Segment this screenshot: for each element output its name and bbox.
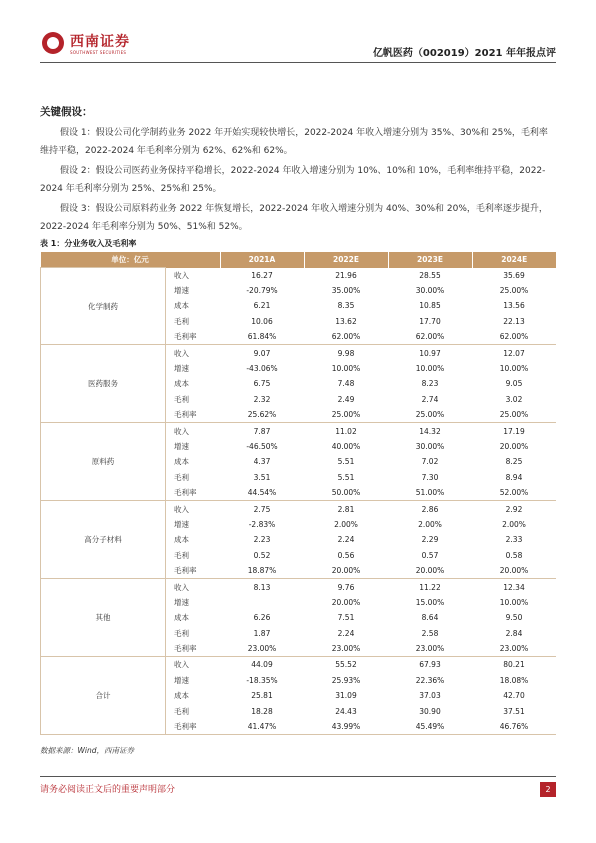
table-cell: 42.70 <box>503 691 525 701</box>
segment-revenue-table <box>40 252 556 735</box>
table-cell: 2.75 <box>253 504 271 514</box>
table-row <box>41 579 557 595</box>
table-cell: 10.00% <box>499 597 529 607</box>
row-label: 毛利 <box>174 394 189 404</box>
company-logo <box>40 28 160 62</box>
segment-name: 高分子材料 <box>41 501 166 579</box>
footer-disclaimer: 请务必阅读正文后的重要声明部分 <box>40 785 176 795</box>
table-cell: 2.81 <box>337 504 355 514</box>
table-cell: 2.23 <box>253 535 271 545</box>
row-label: 毛利 <box>174 316 189 326</box>
assumption-paragraph-1: 假设 1：假设公司化学制药业务 2022 年开始实现较快增长，2022-2024 年收入增速分别为 35%、30%和 25%，毛利率维持平稳，2022-2024 年毛利率分别为 62%、62%和 62%。 <box>40 128 548 156</box>
table-cell: 10.00% <box>499 364 529 374</box>
table-cell: 80.21 <box>503 660 525 670</box>
row-label: 成本 <box>174 613 189 623</box>
row-label: 成本 <box>174 535 189 545</box>
table-cell: 7.48 <box>337 379 355 389</box>
table-cell: 7.02 <box>421 457 439 467</box>
table-title: 表 1：分业务收入及毛利率 <box>40 239 137 248</box>
table-cell: 25.00% <box>304 407 388 423</box>
table-header-2021a: 2021A <box>220 252 304 268</box>
footer-divider <box>40 776 556 777</box>
table-header-2022e: 2022E <box>304 252 388 268</box>
table-cell: 51.00% <box>388 485 472 501</box>
table-cell: 9.76 <box>337 582 355 592</box>
row-label: 成本 <box>174 301 189 311</box>
table-cell: 37.03 <box>419 691 441 701</box>
table-cell: 2.00% <box>502 519 526 529</box>
table-cell: 21.96 <box>335 270 357 280</box>
segment-name: 其他 <box>41 579 166 657</box>
row-label: 收入 <box>174 270 189 280</box>
header-divider <box>40 62 556 63</box>
table-cell: 13.56 <box>503 301 525 311</box>
table-cell: 2.74 <box>421 394 439 404</box>
table-cell: 18.08% <box>499 675 529 685</box>
table-cell: 25.93% <box>331 675 361 685</box>
table-cell: 2.00% <box>334 519 358 529</box>
table-cell: 10.85 <box>419 301 441 311</box>
table-cell: 8.23 <box>421 379 439 389</box>
table-cell: 13.62 <box>335 316 357 326</box>
table-cell: 43.99% <box>304 719 388 735</box>
table-cell: 14.32 <box>419 426 441 436</box>
table-cell: 62.00% <box>304 329 388 345</box>
table-header-2023e: 2023E <box>388 252 472 268</box>
table-cell: 2.00% <box>418 519 442 529</box>
table-cell: 8.35 <box>337 301 355 311</box>
table-cell: 2.49 <box>337 394 355 404</box>
table-cell: 10.97 <box>419 348 441 358</box>
table-cell: 20.00% <box>331 597 361 607</box>
segment-name: 化学制药 <box>41 268 166 345</box>
table-cell: 7.51 <box>337 613 355 623</box>
table-header-2024e: 2024E <box>472 252 556 268</box>
table-cell: 44.09 <box>251 660 273 670</box>
row-label: 收入 <box>174 426 189 436</box>
table-cell <box>220 595 304 610</box>
table-cell: -2.83% <box>248 519 276 529</box>
table-cell: -18.35% <box>246 675 278 685</box>
table-body <box>41 268 557 735</box>
table-cell: 25.81 <box>251 691 273 701</box>
table-cell: 2.33 <box>505 535 523 545</box>
table-cell: 62.00% <box>388 329 472 345</box>
table-cell: 1.87 <box>253 628 271 638</box>
table-cell: 25.00% <box>499 286 529 296</box>
table-cell: 17.19 <box>503 426 525 436</box>
table-cell: 3.51 <box>253 472 271 482</box>
table-cell: 30.90 <box>419 706 441 716</box>
report-title: 亿帆医药（002019）2021 年年报点评 <box>372 48 556 59</box>
table-cell: 0.57 <box>421 550 439 560</box>
table-cell: 2.58 <box>421 628 439 638</box>
row-label: 毛利率 <box>166 641 221 657</box>
table-cell: 9.50 <box>505 613 523 623</box>
row-label: 增速 <box>174 675 189 685</box>
table-cell: 40.00% <box>331 441 361 451</box>
table-row <box>41 657 557 673</box>
row-label: 毛利率 <box>166 407 221 423</box>
table-cell: 8.13 <box>253 582 271 592</box>
table-cell: 67.93 <box>419 660 441 670</box>
table-cell: 62.00% <box>472 329 556 345</box>
row-label: 毛利 <box>174 628 189 638</box>
table-cell: 30.00% <box>415 441 445 451</box>
logo-name: 西南证券 <box>70 34 130 50</box>
table-header-row <box>41 252 557 268</box>
table-cell: 8.64 <box>421 613 439 623</box>
table-cell: 0.58 <box>505 550 523 560</box>
table-cell: 61.84% <box>220 329 304 345</box>
table-cell: 10.00% <box>331 364 361 374</box>
page-header <box>40 28 556 64</box>
table-cell: 20.00% <box>472 563 556 579</box>
table-cell: 23.00% <box>304 641 388 657</box>
row-label: 毛利率 <box>166 719 221 735</box>
table-cell: 11.22 <box>419 582 441 592</box>
table-cell: 25.00% <box>388 407 472 423</box>
page-number: 2 <box>540 782 556 797</box>
table-cell: 12.34 <box>503 582 525 592</box>
table-cell: 50.00% <box>304 485 388 501</box>
row-label: 毛利 <box>174 706 189 716</box>
row-label: 收入 <box>174 660 189 670</box>
row-label: 成本 <box>174 457 189 467</box>
table-cell: 12.07 <box>503 348 525 358</box>
table-cell: 6.26 <box>253 613 271 623</box>
row-label: 增速 <box>174 286 189 296</box>
table-cell: 2.29 <box>421 535 439 545</box>
table-cell: 9.07 <box>253 348 271 358</box>
row-label: 增速 <box>174 441 189 451</box>
table-cell: 5.51 <box>337 472 355 482</box>
table-cell: 6.75 <box>253 379 271 389</box>
table-cell: 24.43 <box>335 706 357 716</box>
table-header-unit: 单位：亿元 <box>41 252 221 268</box>
table-cell: 6.21 <box>253 301 271 311</box>
table-cell: 25.62% <box>220 407 304 423</box>
table-cell: 9.98 <box>337 348 355 358</box>
table-cell: 25.00% <box>472 407 556 423</box>
table-cell: 17.70 <box>419 316 441 326</box>
row-label: 收入 <box>174 582 189 592</box>
row-label: 毛利率 <box>166 485 221 501</box>
table-cell: 20.00% <box>304 563 388 579</box>
table-row <box>41 501 557 517</box>
table-cell: 2.32 <box>253 394 271 404</box>
row-label: 收入 <box>174 504 189 514</box>
table-cell: 2.84 <box>505 628 523 638</box>
table-cell: 9.05 <box>505 379 523 389</box>
table-cell: 52.00% <box>472 485 556 501</box>
table-cell: 20.00% <box>388 563 472 579</box>
table-cell: 15.00% <box>415 597 445 607</box>
table-cell: 7.30 <box>421 472 439 482</box>
data-source: 数据来源：Wind，西南证券 <box>40 746 135 755</box>
table-cell: 35.00% <box>331 286 361 296</box>
table-cell: 0.52 <box>253 550 271 560</box>
logo-mark-icon <box>42 32 64 54</box>
table-cell: 2.86 <box>421 504 439 514</box>
table-cell: 8.25 <box>505 457 523 467</box>
table-cell: 22.13 <box>503 316 525 326</box>
row-label: 增速 <box>174 364 189 374</box>
table-cell: 18.28 <box>251 706 273 716</box>
table-cell: 44.54% <box>220 485 304 501</box>
table-row <box>41 423 557 439</box>
table-cell: 31.09 <box>335 691 357 701</box>
row-label: 毛利 <box>174 472 189 482</box>
table-cell: 41.47% <box>220 719 304 735</box>
table-cell: 11.02 <box>335 426 357 436</box>
table-cell: 10.00% <box>415 364 445 374</box>
table-cell: 23.00% <box>472 641 556 657</box>
segment-name: 医药服务 <box>41 345 166 423</box>
table-cell: 23.00% <box>220 641 304 657</box>
section-title: 关键假设： <box>40 106 93 118</box>
row-label: 毛利率 <box>166 329 221 345</box>
table-cell: 28.55 <box>419 270 441 280</box>
table-cell: 7.87 <box>253 426 271 436</box>
segment-name: 原料药 <box>41 423 166 501</box>
row-label: 增速 <box>174 519 189 529</box>
table-cell: 8.94 <box>505 472 523 482</box>
table-cell: 55.52 <box>335 660 357 670</box>
row-label: 成本 <box>174 379 189 389</box>
table-row <box>41 345 557 361</box>
segment-name: 合计 <box>41 657 166 735</box>
table-cell: 45.49% <box>388 719 472 735</box>
table-cell: 0.56 <box>337 550 355 560</box>
table-cell: 23.00% <box>388 641 472 657</box>
table-cell: 2.92 <box>505 504 523 514</box>
table-cell: 10.06 <box>251 316 273 326</box>
table-cell: 30.00% <box>415 286 445 296</box>
table-cell: 18.87% <box>220 563 304 579</box>
table-cell: -46.50% <box>246 441 278 451</box>
table-cell: 35.69 <box>503 270 525 280</box>
table-cell: 2.24 <box>337 535 355 545</box>
table-cell: 20.00% <box>499 441 529 451</box>
row-label: 收入 <box>174 348 189 358</box>
table-cell: 16.27 <box>251 270 273 280</box>
assumption-paragraph-3: 假设 3：假设公司原料药业务 2022 年恢复增长，2022-2024 年收入增速分别为 40%、30%和 20%，毛利率逐步提升，2022-2024 年毛利率分别为 50%、51%和 52%。 <box>40 204 548 232</box>
table-cell: 37.51 <box>503 706 525 716</box>
row-label: 增速 <box>174 597 189 607</box>
table-cell: 3.02 <box>505 394 523 404</box>
table-cell: -20.79% <box>246 286 278 296</box>
table-cell: 22.36% <box>415 675 445 685</box>
row-label: 毛利率 <box>166 563 221 579</box>
assumption-paragraph-2: 假设 2：假设公司医药业务保持平稳增长，2022-2024 年收入增速分别为 10%、10%和 10%，毛利率维持平稳，2022-2024 年毛利率分别为 25%、25%和 25%。 <box>40 166 546 194</box>
table-cell: 5.51 <box>337 457 355 467</box>
logo-subtitle: SOUTHWEST SECURITIES <box>70 50 127 55</box>
row-label: 毛利 <box>174 550 189 560</box>
table-row <box>41 268 557 283</box>
table-cell: 46.76% <box>472 719 556 735</box>
table-cell: -43.06% <box>246 364 278 374</box>
row-label: 成本 <box>174 691 189 701</box>
table-cell: 4.37 <box>253 457 271 467</box>
table-cell: 2.24 <box>337 628 355 638</box>
